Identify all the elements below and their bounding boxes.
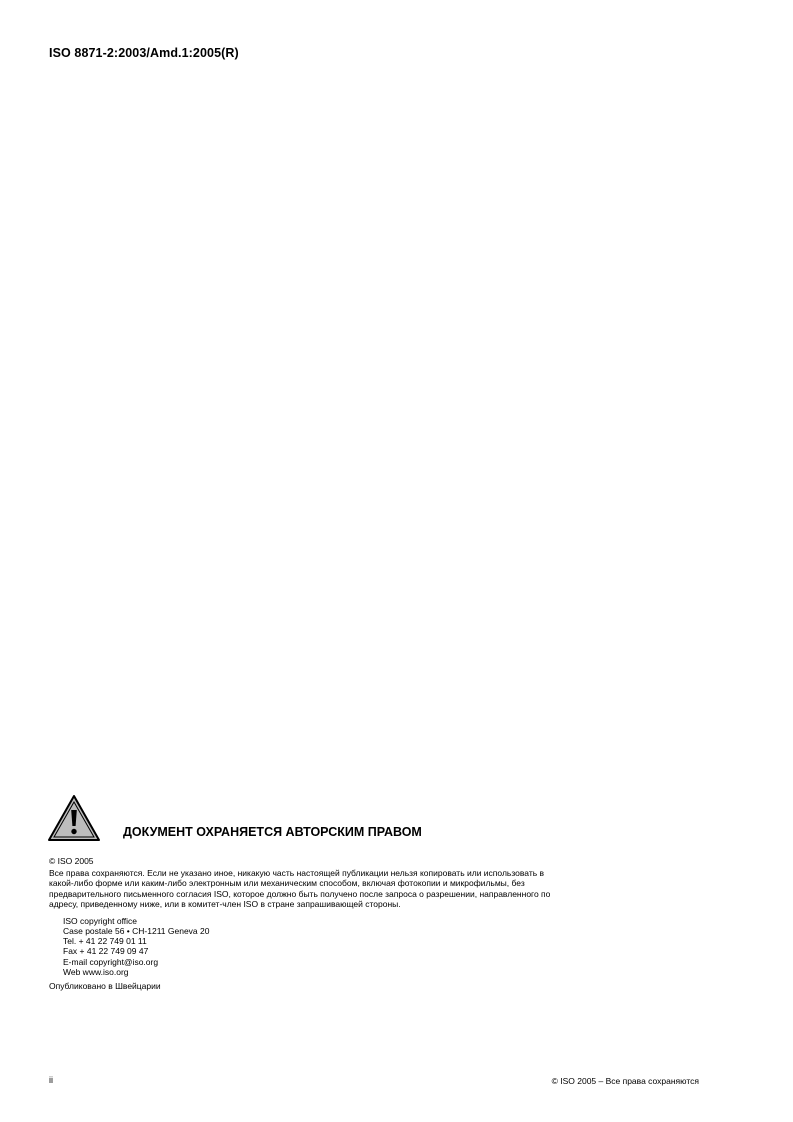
- rights-line: предварительного письменного согласия ISO, которое должно быть получено после запроса о разрешении, направленного по: [49, 888, 551, 899]
- footer-copyright: © ISO 2005 – Все права сохраняются: [551, 1076, 699, 1086]
- copyright-warning-title: ДОКУМЕНТ ОХРАНЯЕТСЯ АВТОРСКИМ ПРАВОМ: [123, 825, 422, 839]
- warning-icon: [47, 793, 101, 843]
- address-fax: Fax + 41 22 749 09 47: [63, 946, 149, 957]
- address-tel: Tel. + 41 22 749 01 11: [63, 936, 147, 947]
- rights-statement: [49, 868, 719, 910]
- rights-line: адресу, приведенному ниже, или в комитет-член ISO в стране запрашивающей стороны.: [49, 899, 401, 909]
- address-block: [63, 916, 719, 978]
- rights-line: Все права сохраняются. Если не указано иное, никакую часть настоящей публикации нельзя копировать или использовать в: [49, 867, 545, 878]
- copyright-notice: [49, 856, 719, 992]
- copyright-line: © ISO 2005: [49, 856, 94, 866]
- address-email: E-mail copyright@iso.org: [63, 956, 159, 967]
- page-number: ii: [49, 1075, 53, 1085]
- address-office: ISO copyright office: [63, 915, 138, 926]
- address-web: Web www.iso.org: [63, 966, 129, 977]
- rights-line: какой-либо форме или каким-либо электронным или механическим способом, включая фотокопии и микрофильмы, без: [49, 878, 525, 888]
- document-id-header: ISO 8871-2:2003/Amd.1:2005(R): [49, 46, 239, 60]
- published-location: Опубликовано в Швейцарии: [49, 981, 161, 992]
- address-postal: Case postale 56 • CH-1211 Geneva 20: [63, 925, 210, 936]
